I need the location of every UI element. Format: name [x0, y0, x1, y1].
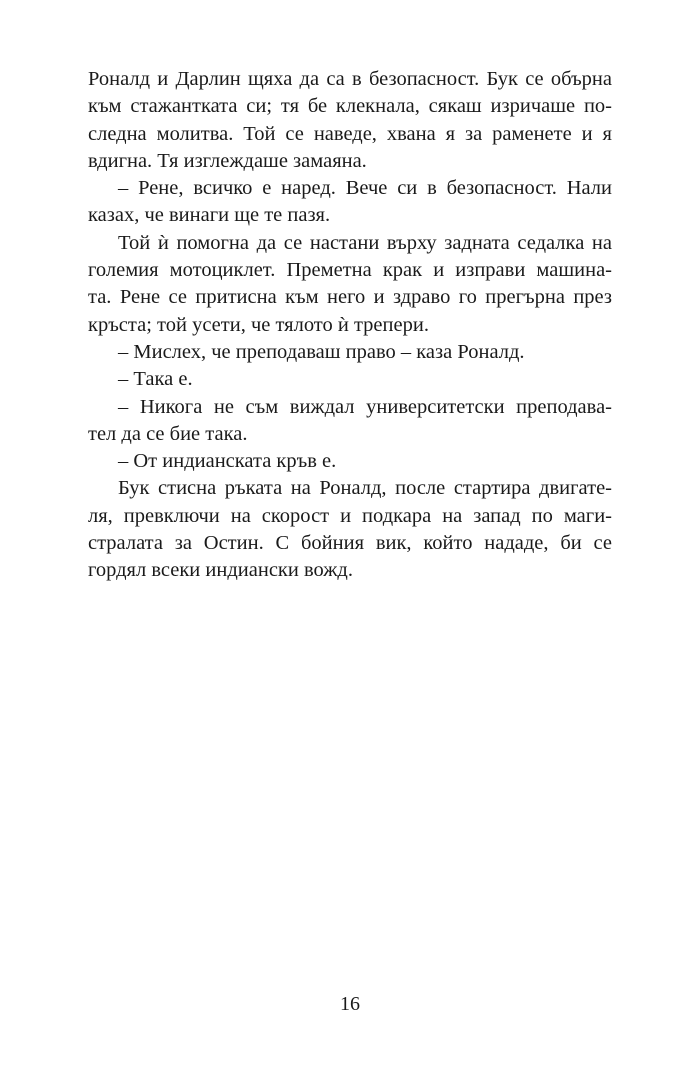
text-line: вдигна. Тя изглеждаше замаяна.	[88, 149, 367, 172]
text-line: Роналд и Дарлин щяха да са в безопасност. Бук се обърна	[88, 68, 612, 90]
text-line: – Мислех, че преподаваш право – каза Роналд.	[118, 340, 525, 363]
body-text	[88, 66, 612, 585]
text-line: следна молитва. Той се наведе, хвана я за раменете и я	[88, 122, 612, 145]
page-number: 16	[340, 993, 360, 1015]
text-line: – Така е.	[118, 368, 193, 391]
text-line: ля, превключи на скорост и подкара на запад по маги-	[88, 504, 612, 527]
text-line: Той ѝ помогна да се настани върху задната седалка на	[118, 231, 612, 254]
text-line: казах, че винаги ще те пазя.	[88, 204, 331, 227]
text-line: – Никога не съм виждал университетски преподава-	[118, 395, 612, 418]
text-line: кръста; той усети, че тялото ѝ трепери.	[88, 313, 429, 336]
text-line: та. Рене се притисна към него и здраво го прегърна през	[88, 286, 612, 309]
text-line: стралата за Остин. С бойния вик, който нададе, би се	[88, 532, 612, 555]
text-line: – Рене, всичко е наред. Вече си в безопасност. Нали	[118, 177, 612, 200]
text-line: Бук стисна ръката на Роналд, после стартира двигате-	[118, 477, 612, 500]
text-line: тел да се бие така.	[88, 422, 248, 445]
text-line: към стажантката си; тя бе клекнала, сякаш изричаше по-	[88, 95, 612, 118]
text-line: големия мотоциклет. Преметна крак и изправи машина-	[88, 259, 612, 282]
text-line: – От индианската кръв е.	[118, 450, 337, 473]
text-line: гордял всеки индиански вожд.	[88, 559, 353, 582]
